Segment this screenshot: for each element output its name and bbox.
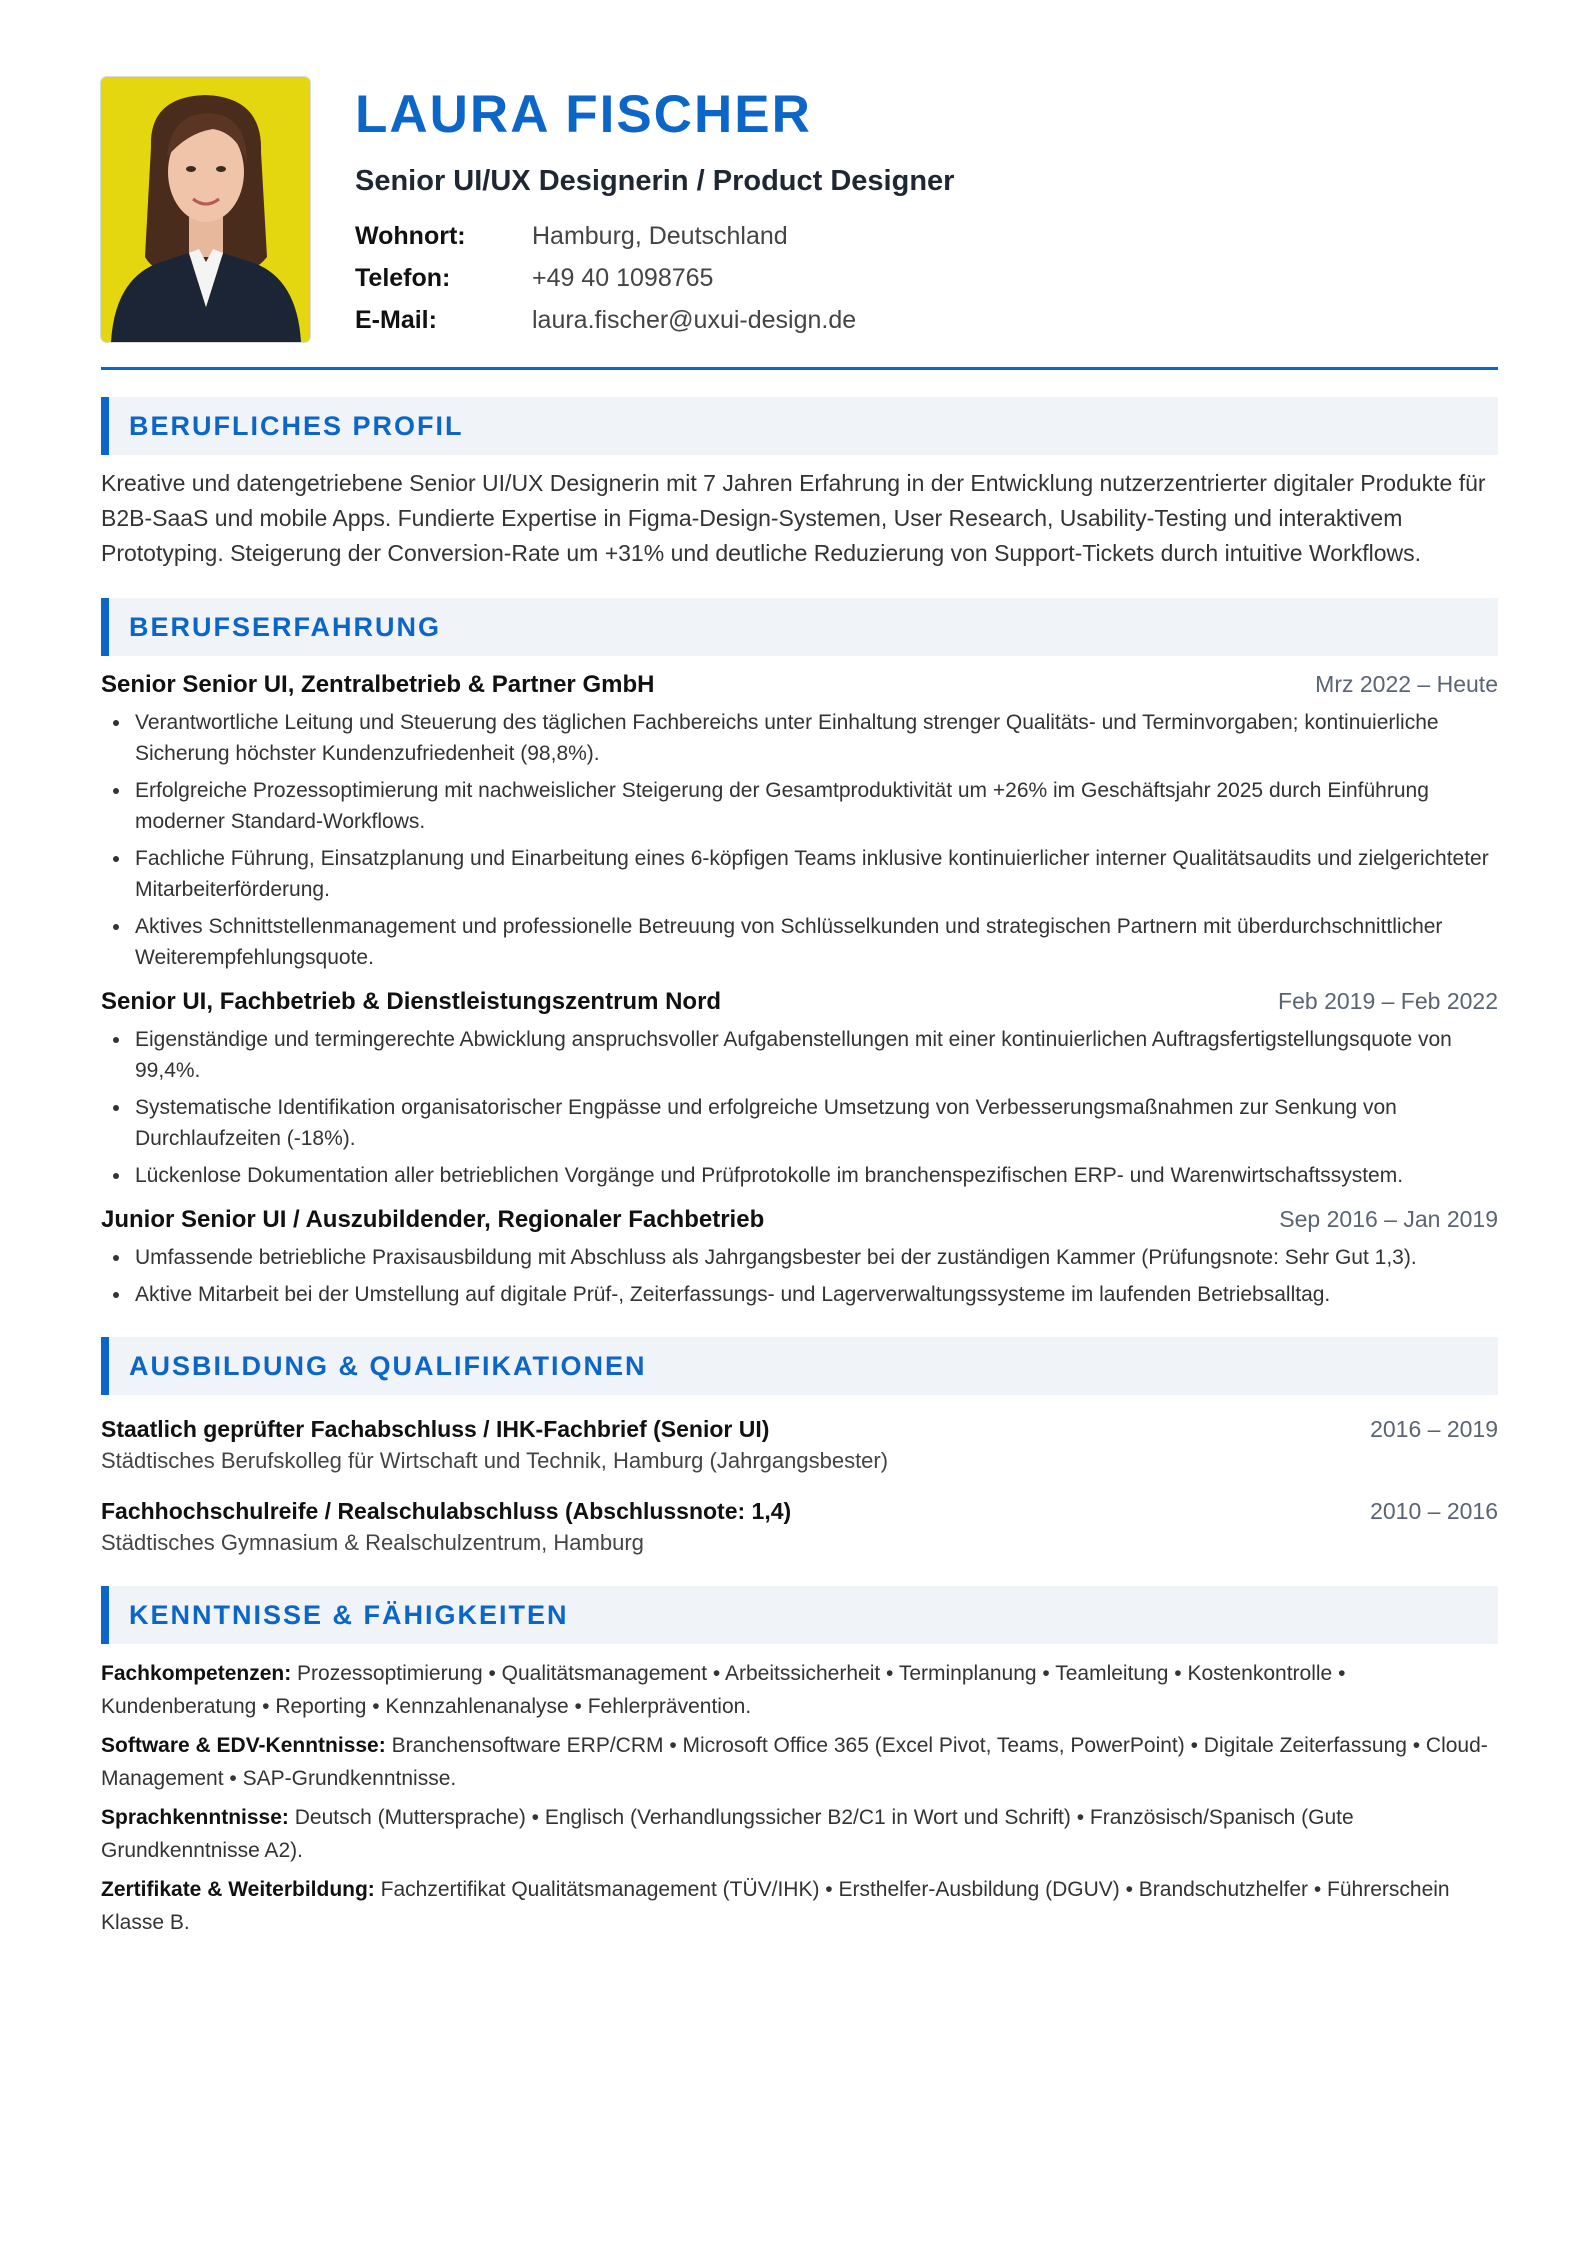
skill-row: [101, 1657, 1498, 1723]
skill-text: Prozessoptimierung • Qualitätsmanagement • Arbeitssicherheit • Terminplanung • Teamleitung • Kostenkontrolle • Kundenberatung • Reporting • Kennzahlenanalyse • Fehlerprävention.: [101, 1662, 1346, 1718]
section-title: BERUFLICHES PROFIL: [129, 411, 464, 441]
resume-header: [101, 77, 1498, 342]
resume-content: [101, 77, 1498, 1945]
contact-row-phone: [355, 257, 1495, 299]
profile-summary: Kreative und datengetriebene Senior UI/UX Designerin mit 7 Jahren Erfahrung in der Entwicklung nutzerzentrierter digitaler Produkte für B2B-SaaS und mobile Apps. Fundierte Expertise in Figma-Design-Systemen, User Research, Usability-Testing und interaktivem Prototyping. Steigerung der Conversion-Rate um +31% und deutliche Reduzierung von Support-Tickets durch intuitive Workflows.: [101, 470, 1486, 566]
institution-name: Städtisches Berufskolleg für Wirtschaft und Technik, Hamburg (Jahrgangsbester): [101, 1448, 889, 1473]
skill-row: [101, 1801, 1498, 1867]
header-divider: [101, 367, 1498, 370]
skill-row: [101, 1729, 1498, 1795]
job-header: [101, 988, 1498, 1022]
education-entry: [101, 1413, 1498, 1477]
skill-text: Branchensoftware ERP/CRM • Microsoft Office 365 (Excel Pivot, Teams, PowerPoint) • Digitale Zeiterfassung • Cloud-Management • SAP-Grundkenntnisse.: [101, 1734, 1488, 1790]
bullet-item: Fachliche Führung, Einsatzplanung und Einarbeitung eines 6-köpfigen Teams inklusive kontinuierlicher interner Qualitätsaudits und zielgerichteter Mitarbeiterförderung.: [101, 843, 1498, 905]
bullet-item: Umfassende betriebliche Praxisausbildung mit Abschluss als Jahrgangsbester bei der zuständigen Kammer (Prüfungsnote: Sehr Gut 1,3).: [101, 1242, 1498, 1273]
skill-label: Fachkompetenzen:: [101, 1662, 298, 1685]
job-title: Senior Senior UI, Zentralbetrieb & Partner GmbH: [101, 671, 655, 698]
degree-title: Staatlich geprüfter Fachabschluss / IHK-Fachbrief (Senior UI): [101, 1416, 770, 1442]
portrait-image: [101, 77, 310, 342]
skill-text: Deutsch (Muttersprache) • Englisch (Verhandlungssicher B2/C1 in Wort und Schrift) • Französisch/Spanisch (Gute Grundkenntnisse A2).: [101, 1806, 1354, 1862]
contact-row-location: [355, 215, 1495, 257]
job-date: Feb 2019 – Feb 2022: [1278, 988, 1498, 1014]
section-title: KENNTNISSE & FÄHIGKEITEN: [129, 1600, 569, 1630]
job-bullets: [101, 707, 1498, 973]
contact-label: E-Mail:: [355, 306, 437, 334]
header-text: [355, 77, 1495, 341]
job-title: Junior Senior UI / Auszubildender, Regionaler Fachbetrieb: [101, 1206, 765, 1233]
section-title: BERUFSERFAHRUNG: [129, 612, 442, 642]
section-title: AUSBILDUNG & QUALIFIKATIONEN: [129, 1351, 647, 1381]
email-value: laura.fischer@uxui-design.de: [532, 306, 857, 334]
job-date: Mrz 2022 – Heute: [1315, 671, 1498, 697]
bullet-item: Systematische Identifikation organisatorischer Engpässe und erfolgreiche Umsetzung von Verbesserungsmaßnahmen zur Senkung von Durchlaufzeiten (-18%).: [101, 1092, 1498, 1154]
degree-title: Fachhochschulreife / Realschulabschluss (Abschlussnote: 1,4): [101, 1498, 792, 1524]
profile-photo: [101, 77, 310, 342]
phone-value: +49 40 1098765: [532, 264, 714, 292]
bullet-item: Erfolgreiche Prozessoptimierung mit nachweislicher Steigerung der Gesamtproduktivität um +26% im Geschäftsjahr 2025 durch Einführung moderner Standard-Workflows.: [101, 775, 1498, 837]
bullet-item: Verantwortliche Leitung und Steuerung des täglichen Fachbereichs unter Einhaltung strenger Qualitäts- und Terminvorgaben; kontinuierliche Sicherung höchster Kundenzufriedenheit (98,8%).: [101, 707, 1498, 769]
job-header: [101, 1206, 1498, 1240]
section-heading-experience: [101, 598, 1498, 656]
skill-row: [101, 1873, 1498, 1939]
job-bullets: [101, 1242, 1498, 1310]
contact-label: Telefon:: [355, 264, 451, 292]
bullet-item: Lückenlose Dokumentation aller betrieblichen Vorgänge und Prüfprotokolle im branchenspezifischen ERP- und Warenwirtschaftssystem.: [101, 1160, 1498, 1191]
education-header: [101, 1413, 1498, 1445]
candidate-role: Senior UI/UX Designerin / Product Designer: [355, 165, 955, 197]
candidate-name: LAURA FISCHER: [355, 85, 812, 144]
skill-label: Software & EDV-Kenntnisse:: [101, 1734, 392, 1757]
education-entry: [101, 1495, 1498, 1559]
institution-name: Städtisches Gymnasium & Realschulzentrum, Hamburg: [101, 1530, 644, 1555]
location-value: Hamburg, Deutschland: [532, 222, 788, 250]
bullet-item: Aktives Schnittstellenmanagement und professionelle Betreuung von Schlüsselkunden und strategischen Partnern mit überdurchschnittlicher Weiterempfehlungsquote.: [101, 911, 1498, 973]
section-heading-skills: [101, 1586, 1498, 1644]
education-header: [101, 1495, 1498, 1527]
bullet-item: Eigenständige und termingerechte Abwicklung anspruchsvoller Aufgabenstellungen mit einer kontinuierlichen Auftragsfertigstellungsquote von 99,4%.: [101, 1024, 1498, 1086]
skill-text: Fachzertifikat Qualitätsmanagement (TÜV/IHK) • Ersthelfer-Ausbildung (DGUV) • Brandschutzhelfer • Führerschein Klasse B.: [101, 1878, 1450, 1934]
skill-label: Sprachkenntnisse:: [101, 1806, 295, 1829]
contact-block: [355, 215, 1495, 341]
bullet-item: Aktive Mitarbeit bei der Umstellung auf digitale Prüf-, Zeiterfassungs- und Lagerverwaltungssysteme im laufenden Betriebsalltag.: [101, 1279, 1498, 1310]
job-bullets: [101, 1024, 1498, 1191]
contact-label: Wohnort:: [355, 222, 466, 250]
section-heading-profile: [101, 397, 1498, 455]
job-header: [101, 671, 1498, 705]
job-entry: [101, 1206, 1498, 1310]
job-date: Sep 2016 – Jan 2019: [1279, 1206, 1498, 1232]
job-title: Senior UI, Fachbetrieb & Dienstleistungszentrum Nord: [101, 988, 722, 1015]
skills-list: [101, 1657, 1498, 1939]
education-date: 2016 – 2019: [1370, 1416, 1498, 1442]
job-entry: [101, 671, 1498, 973]
skill-label: Zertifikate & Weiterbildung:: [101, 1878, 381, 1901]
contact-row-email: [355, 299, 1495, 341]
job-entry: [101, 988, 1498, 1191]
section-heading-education: [101, 1337, 1498, 1395]
education-date: 2010 – 2016: [1370, 1498, 1498, 1524]
